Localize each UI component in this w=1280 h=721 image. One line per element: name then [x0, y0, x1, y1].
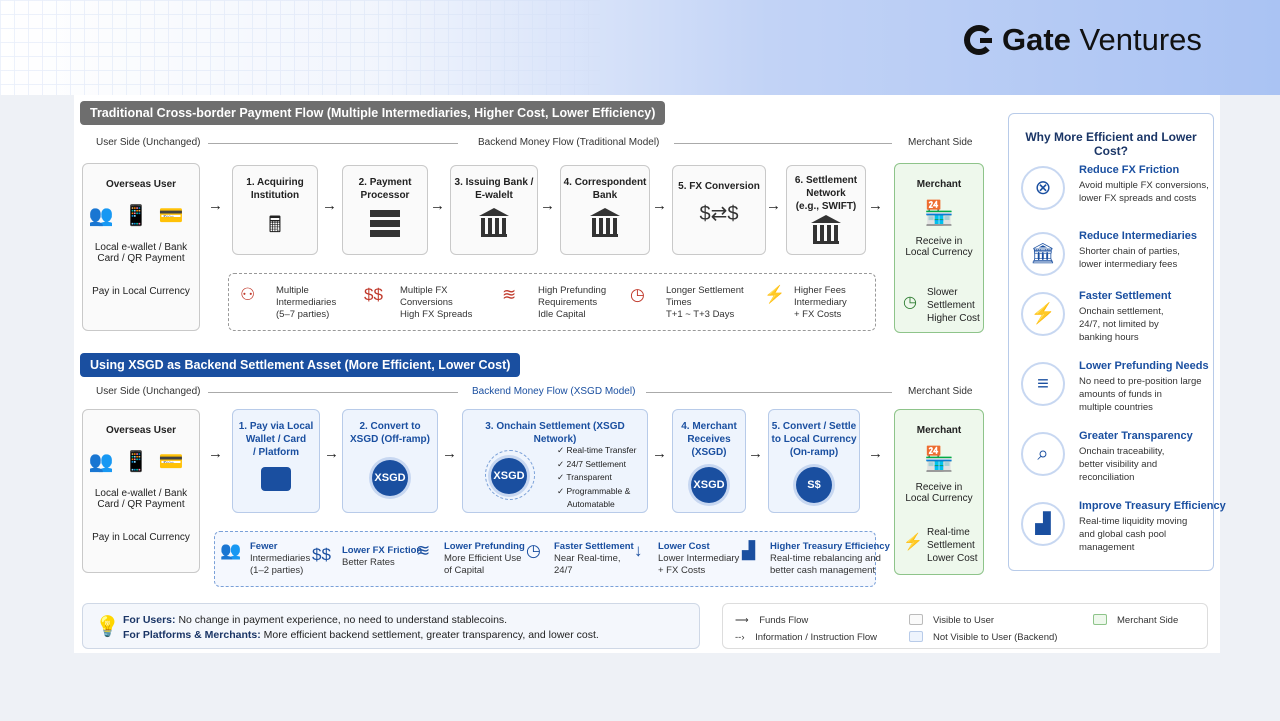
- merchant-status: Higher Cost: [927, 313, 980, 324]
- merchant-status: Slower: [927, 287, 958, 298]
- check-item: Automatable: [567, 499, 615, 509]
- legend-not-visible: Not Visible to User (Backend): [933, 632, 1058, 643]
- step-label: 4. Merchant: [681, 421, 737, 432]
- footer-note: [82, 603, 700, 649]
- legend-merchant: Merchant Side: [1117, 615, 1179, 626]
- xsgd-coin-icon: XSGD: [691, 467, 727, 503]
- user-device-icons: 👥📱💳: [88, 451, 194, 473]
- legend-swatch-merchant: [1093, 614, 1107, 625]
- trad-step-2: [342, 165, 428, 255]
- arrow-icon: →: [748, 445, 763, 462]
- magnifier-icon: ⌕: [1021, 432, 1065, 476]
- arrow-icon: →: [766, 197, 781, 214]
- arrow-icon: →: [442, 445, 457, 462]
- step-label: 3. Onchain Settlement (XSGD Network): [485, 421, 625, 445]
- step-label: to Local Currency: [771, 434, 857, 445]
- legend-swatch-visible: [909, 614, 923, 625]
- bar-chart-icon: ▟: [742, 541, 756, 560]
- user-desc-2: Card / QR Payment: [97, 253, 185, 264]
- footer-platforms-text: More efficient backend settlement, greater transparency, and lower cost.: [263, 629, 599, 641]
- step-label: 5. FX Conversion: [678, 181, 760, 192]
- xsgd-user-box: [82, 409, 200, 573]
- brand-logo: [964, 22, 1202, 58]
- arrow-icon: →: [322, 197, 337, 214]
- trad-user-side-label: User Side (Unchanged): [96, 137, 201, 148]
- storefront-icon: 🏪: [924, 200, 954, 227]
- step-label: (XSGD): [691, 447, 727, 458]
- xsgd-backend-label: Backend Money Flow (XSGD Model): [472, 386, 636, 397]
- fx-exchange-icon: $⇄$: [699, 203, 739, 225]
- lightning-icon: ⚡: [903, 534, 923, 551]
- pos-terminal-icon: 🖩: [268, 212, 282, 237]
- merchant-title: Merchant: [916, 179, 962, 190]
- trad-step-4: [560, 165, 650, 255]
- why-panel: Why More Efficient and Lower Cost? ⊗ Reduce FX Friction Avoid multiple FX conversions, lower FX spreads and costs 🏛 Reduce Intermediaries Shorter chain of parties, lower intermediary fees ⚡ Faster Settlement Onchain settlement, 24/7, not limited by banking hours ≡ Lower Prefunding Needs No need to pre-position large amounts of funds in multiple countries ⌕ Greater Transparency Onchain traceability, better visibility and reconciliation ▟ Improve Treasury Efficiency Real-time liquidity moving and global cash pool management: [1008, 113, 1214, 571]
- lightbulb-icon: 💡: [95, 616, 120, 638]
- diagram-canvas: Traditional Cross-border Payment Flow (Multiple Intermediaries, Higher Cost, Lower Efficiency) User Side (Unchanged) Backend Money Flow (Traditional Model) Merchant Side Overseas User 👥📱💳 Local e-wallet / Bank Card / QR Payment Pay in Local Currency → 1. Acquiring Institution 🖩 → 2. Payment Processor → 3. Issuing Bank / E-walelt → 4. Correspondent Bank → 5. FX Conversion $⇄$ → 6. Settlement Network (e.g., SWIFT) → Merchant 🏪 Receive in Local Currency ◷ Slower Settlement Higher Cost ⚇ Multiple Intermediaries (5–7 parties) $$ Multiple FX Conversions High FX Spreads ≋ High Prefunding Requirements Idle Capital ◷ Longer Settlement Times T+1 ~ T+3 Days ⚡ Higher Fees Intermediary + FX Costs Using XSGD as Backend Settlement Asset (More Efficient, Lower Cost) User Side (Unchanged) Backend Money Flow (XSGD Model) Merchant Side Overseas User 👥📱💳 Local e-wallet / Bank Card / QR Payment Pay in Local Currency → 1. Pay via Local Wallet / Card / Platform → 2. Convert to XSGD (Off-ramp) XSGD → 3. Onchain Settlement (XSGD Network) XSGD ✓ Real-time Transfer ✓ 24/7 Settlement ✓ Transparent ✓ Programmable & Automatable → 4. Merchant Receives (XSGD) XSGD → 5. Convert / Settle to Local Currency (On-ramp) S$ → Merchant 🏪 Receive in Local Currency ⚡ Real-time Settlement Lower Cost 👥 Fewer Intermediaries (1–2 parties) $$ Lower FX Friction Better Rates ≋ Lower Prefunding More Efficient Use of Capital ◷ Faster Settlement Near Real-time, 24/7 ↓ Lower Cost Lower Intermediary + FX Costs ▟ Higher Treasury Efficiency Real-time rebalancing and better cash management Why More Efficient and Lower Cost? ⊗ Reduce FX Friction Avoid multiple FX conversions, lower FX spreads and costs 🏛 Reduce Intermediaries Shorter chain of parties, lower intermediary fees ⚡ Faster Settlement Onchain settlement, 24/7, not limited by banking hours ≡ Lower Prefunding Needs No need to pre-position large amounts of funds in multiple countries ⌕ Greater Transparency Onchain traceability, better visibility and reconciliation ▟ Improve Treasury Efficiency Real-time liquidity moving and global cash pool management 💡 For Users: No change in payment experience, no need to understand stablecoins. For Platforms & Merchants: More efficient backend settlement, greater transparency, and lower cost. ⟶ Funds Flow ‑‑› Information / Instruction Flow Visible to User Not Visible to User (Backend) Merchant Side: [74, 95, 1220, 653]
- step-label: Processor: [360, 190, 410, 201]
- trad-step-1: [232, 165, 318, 255]
- arrow-icon: →: [208, 197, 223, 214]
- arrow-icon: →: [540, 197, 555, 214]
- legend-info: ‑‑› Information / Instruction Flow: [735, 632, 878, 643]
- pixel-pattern: [0, 0, 600, 95]
- clock-icon: ◷: [903, 294, 917, 311]
- arrow-icon: →: [324, 445, 339, 462]
- merchant-status: Real-time: [927, 527, 970, 538]
- merchant-receive: Local Currency: [905, 493, 973, 504]
- merchant-status: Settlement: [927, 300, 975, 311]
- user-pay: Pay in Local Currency: [92, 286, 190, 297]
- sgd-coin-icon: S$: [796, 467, 832, 503]
- check-item: ✓ Real-time Transfer: [557, 445, 637, 455]
- network-icon: ⚇: [240, 285, 256, 304]
- user-title: Overseas User: [105, 425, 177, 436]
- step-label: / Platform: [252, 447, 300, 458]
- xsgd-title: Using XSGD as Backend Settlement Asset (More Efficient, Lower Cost): [80, 353, 520, 377]
- arrow-icon: →: [868, 445, 883, 462]
- merchant-receive: Receive in: [915, 482, 963, 493]
- bank-icon: [590, 208, 620, 234]
- currency-exchange-icon: $$: [312, 545, 331, 564]
- step-label: E-walelt: [475, 190, 513, 201]
- step-label: 2. Payment: [358, 177, 412, 188]
- merchant-title: Merchant: [916, 425, 962, 436]
- xsgd-step-2: [342, 409, 438, 513]
- step-label: (e.g., SWIFT): [795, 201, 857, 212]
- user-pay: Pay in Local Currency: [92, 532, 190, 543]
- step-label: 1. Pay via Local: [238, 421, 314, 432]
- step-label: 6. Settlement: [794, 175, 858, 186]
- step-label: 5. Convert / Settle: [771, 421, 857, 432]
- currency-exchange-icon: $$: [364, 285, 383, 304]
- x-circle-icon: ⊗: [1021, 166, 1065, 210]
- storefront-icon: 🏪: [924, 446, 954, 473]
- coin-stack-icon: ≋: [416, 541, 431, 560]
- divider: [208, 392, 458, 393]
- step-label: 1. Acquiring: [246, 177, 304, 188]
- xsgd-step-5: [768, 409, 860, 513]
- user-desc-1: Local e-wallet / Bank: [94, 488, 188, 499]
- divider: [674, 143, 892, 144]
- trad-merchant-box: [894, 163, 984, 333]
- legend-visible: Visible to User: [933, 615, 995, 626]
- fast-clock-icon: ◷: [526, 541, 541, 560]
- brand-name-bold: Gate: [1002, 22, 1071, 57]
- arrow-icon: →: [430, 197, 445, 214]
- step-label: 2. Convert to: [359, 421, 421, 432]
- footer-users-text: No change in payment experience, no need to understand stablecoins.: [178, 614, 508, 626]
- xsgd-merchant-box: [894, 409, 984, 575]
- step-label: Institution: [250, 190, 300, 201]
- bank-icon: [479, 208, 509, 234]
- check-item: ✓ 24/7 Settlement: [557, 458, 627, 469]
- down-arrow-icon: ↓: [634, 541, 643, 560]
- lightning-icon: ⚡: [1021, 292, 1065, 336]
- merchant-status: Settlement: [927, 540, 975, 551]
- step-label: (On-ramp): [789, 447, 839, 458]
- step-label: 3. Issuing Bank /: [454, 177, 534, 188]
- arrow-icon: →: [208, 445, 223, 462]
- trad-merchant-side-label: Merchant Side: [908, 137, 973, 148]
- trad-title: Traditional Cross-border Payment Flow (Multiple Intermediaries, Higher Cost, Lower Efficiency): [80, 101, 665, 125]
- user-title: Overseas User: [105, 179, 177, 190]
- arrow-icon: →: [652, 445, 667, 462]
- why-title: Why More Efficient and Lower Cost?: [1025, 130, 1197, 158]
- user-desc-2: Card / QR Payment: [97, 499, 185, 510]
- layers-icon: ≡: [1021, 362, 1065, 406]
- user-device-icons: 👥📱💳: [88, 205, 194, 227]
- divider: [208, 143, 458, 144]
- divider: [646, 392, 892, 393]
- trad-step-6: [786, 165, 866, 255]
- footer-users-label: For Users:: [123, 614, 176, 626]
- gate-logo-icon: [964, 25, 994, 55]
- legend-funds: ⟶ Funds Flow: [735, 615, 809, 626]
- merchant-status: Lower Cost: [927, 553, 978, 564]
- bank-icon: [811, 215, 841, 241]
- fee-icon: ⚡: [764, 285, 786, 304]
- step-label: Bank: [592, 190, 618, 201]
- step-label: XSGD (Off-ramp): [350, 434, 430, 445]
- user-desc-1: Local e-wallet / Bank: [94, 242, 188, 253]
- bank-icon: 🏛: [1021, 232, 1065, 276]
- xsgd-user-side-label: User Side (Unchanged): [96, 386, 201, 397]
- clock-icon: ◷: [630, 285, 645, 304]
- wallet-icon: [261, 467, 291, 491]
- people-icon: 👥: [220, 541, 242, 560]
- legend-swatch-backend: [909, 631, 923, 642]
- brand-name-light: Ventures: [1079, 22, 1202, 57]
- coin-stack-icon: ≋: [502, 285, 517, 304]
- check-item: ✓ Transparent: [557, 472, 612, 482]
- xsgd-coin-icon: XSGD: [372, 460, 408, 496]
- xsgd-step-1: [232, 409, 320, 513]
- xsgd-step-4: [672, 409, 746, 513]
- footer-platforms-label: For Platforms & Merchants:: [123, 629, 261, 641]
- xsgd-merchant-side-label: Merchant Side: [908, 386, 973, 397]
- step-label: 4. Correspondent: [563, 177, 647, 188]
- xsgd-step-3: [462, 409, 648, 513]
- server-icon: [370, 210, 400, 238]
- chart-icon: ▟: [1021, 502, 1065, 546]
- check-item: ✓ Programmable &: [557, 485, 631, 496]
- xsgd-coin-icon: XSGD: [491, 458, 527, 494]
- step-label: Receives: [687, 434, 731, 445]
- merchant-receive: Receive in: [915, 236, 963, 247]
- trad-step-3: [450, 165, 538, 255]
- trad-step-5: [672, 165, 766, 255]
- legend: [722, 603, 1208, 649]
- trad-backend-label: Backend Money Flow (Traditional Model): [478, 137, 660, 148]
- trad-user-box: [82, 163, 200, 331]
- merchant-receive: Local Currency: [905, 247, 973, 258]
- arrow-icon: →: [652, 197, 667, 214]
- arrow-icon: →: [868, 197, 883, 214]
- step-label: Wallet / Card: [245, 434, 307, 445]
- step-label: Network: [806, 188, 846, 199]
